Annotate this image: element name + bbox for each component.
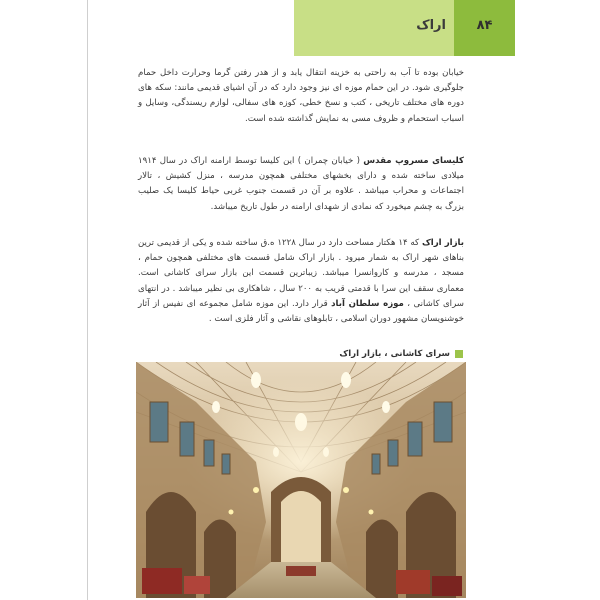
bazaar-vault-illustration <box>136 362 466 598</box>
paragraph-church <box>138 154 464 215</box>
caption-text: سرای کاشانی ، بازار اراک <box>339 349 450 359</box>
paragraph-bazaar <box>138 236 464 327</box>
header-blank-area <box>88 0 294 56</box>
bazaar-photo <box>136 362 466 598</box>
bazaar-heading: بازار اراک <box>421 238 464 248</box>
bazaar-text-part1: که ۱۴ هکتار مساحت دارد در سال ۱۲۲۸ ه.ق ساخته شده و یکی از قدیمی ترین بناهای شهر اراک به شمار میرود . بازار اراک شامل قسمت های مختلفی همچون حمام ، مسجد ، مدرسه و کاروانسرا میباشد. زیباترین قسمت این بازار سرای کاشانی است. معماری سقف این سرا با قدمتی قریب به ۲۰۰ سال ، شاهکاری بی نظیر میباشد . در انتهای سرای کاشانی ، <box>138 238 465 309</box>
church-heading: کلیسای مسروپ مقدس <box>363 156 464 166</box>
chapter-title: اراک <box>416 18 446 33</box>
book-page <box>87 0 515 600</box>
page-number: ۸۴ <box>476 18 493 33</box>
paragraph-bathhouse: خیابان بوده تا آب به راحتی به خزینه انتقال یابد و از هدر رفتن گرما وحرارت داخل حمام جلوگیری شود. در این حمام موزه ای نیز وجود دارد که در آن اشیای قدیمی مانند: سکه های دوره های مختلف تاریخی ، کتب و نسخ خطی، کوزه های سفالی، لوازم ریسندگی، وسایل و اسباب استحمام و ظروف مسی به نمایش گذاشته شده است. <box>138 68 464 124</box>
caption-marker-square <box>455 350 463 358</box>
header-page-number-band <box>454 0 515 56</box>
bazaar-text-part2: قرار دارد. این موزه شامل مجموعه ای نفیس از آثار خوشنویسان مشهور دوران اسلامی ، تابلوهای نقاشی و آثار فلزی است . <box>138 298 464 325</box>
museum-name: موزه سلطان آباد <box>331 298 404 309</box>
page-header <box>88 0 515 56</box>
church-text: ( خیابان چمران ) این کلیسا توسط ارامنه اراک در سال ۱۹۱۴ میلادی ساخته شده و دارای بخشهای مختلفی همچون مدرسه ، منزل کشیش ، تالار اجتماعات و محراب میباشد . علاوه بر آن در قسمت جنوب غربی حیاط کلیسا یک صلیب بزرگ به چشم میخورد که نمادی از شهدای ارامنه در طول تاریخ میباشد. <box>138 156 464 212</box>
header-title-band <box>294 0 454 56</box>
photo-caption <box>339 349 463 359</box>
